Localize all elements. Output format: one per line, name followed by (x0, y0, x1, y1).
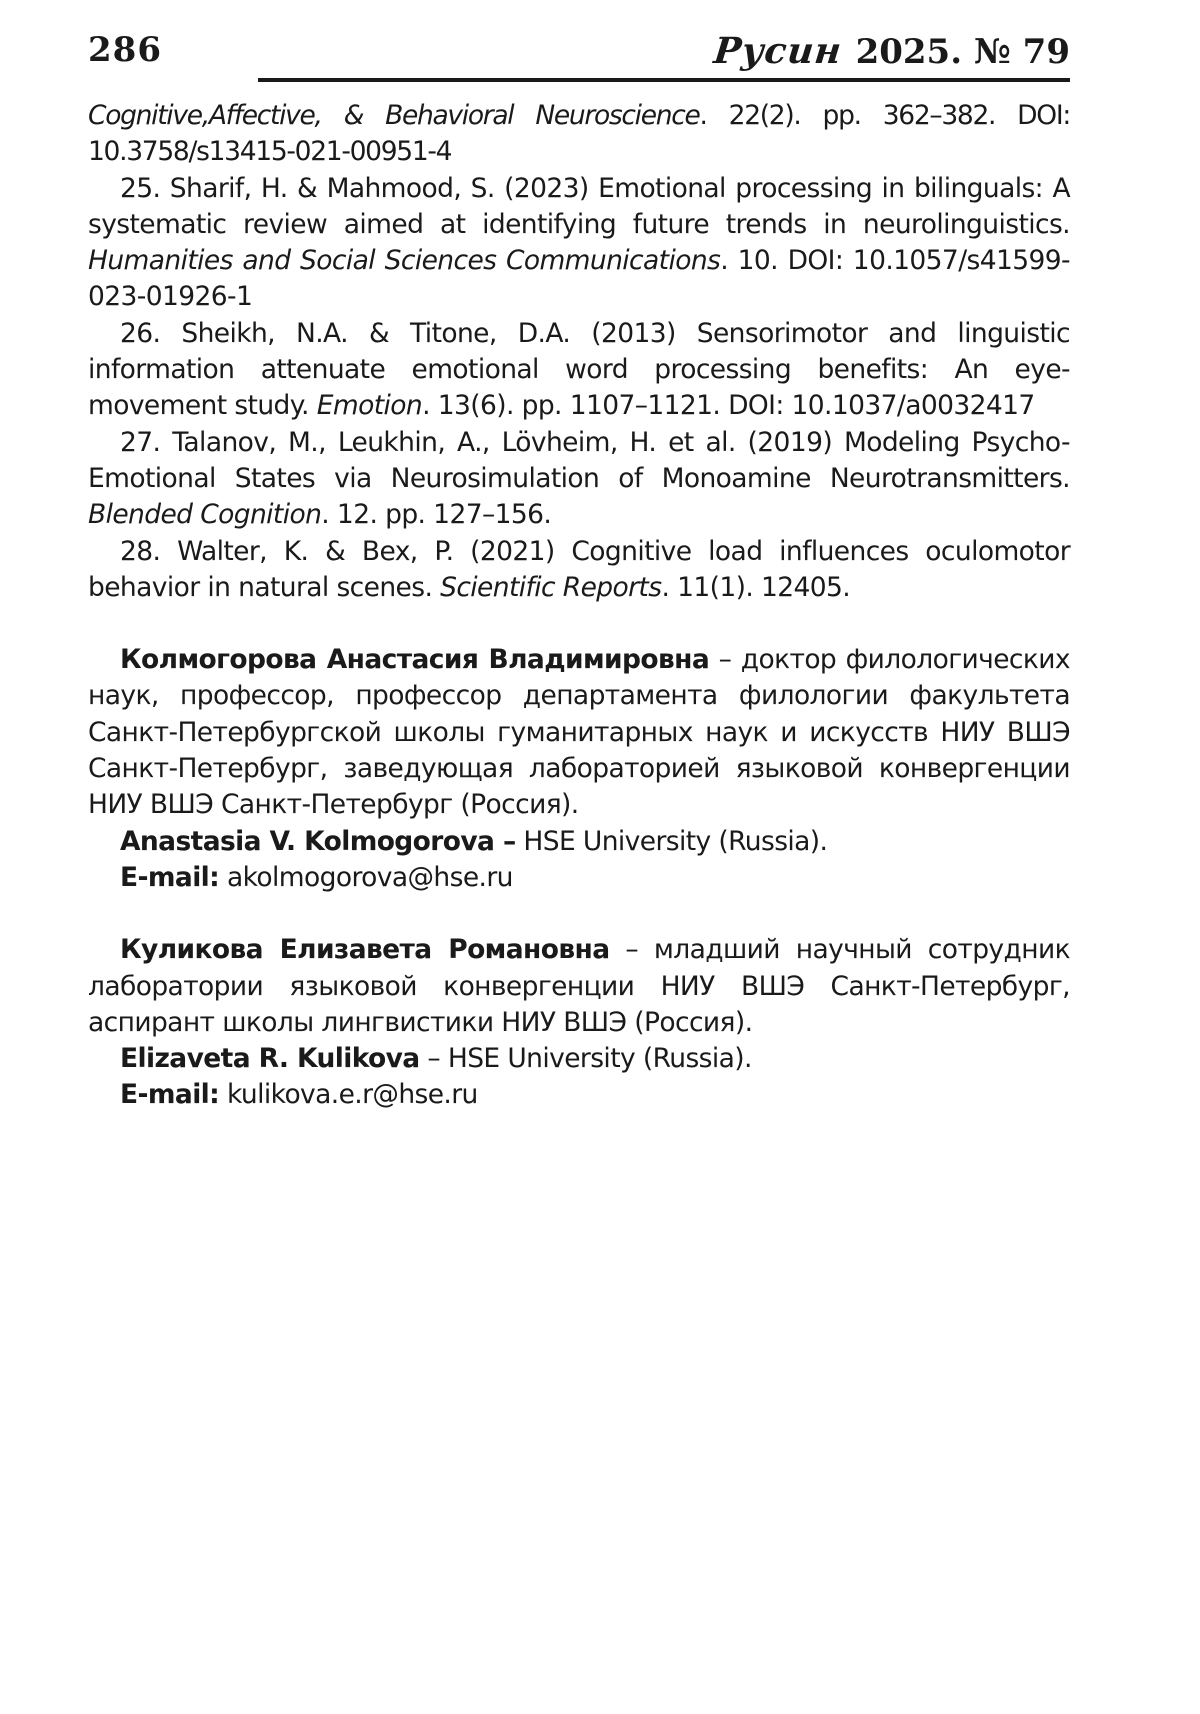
author-email-line (88, 860, 1070, 896)
reference-28 (88, 534, 1070, 607)
author-description-ru: – младший научный сотрудник лаборатории языковой конвергенции НИУ ВШЭ Санкт-Петербург, аспирант школы лингвистики НИУ ВШЭ (Россия). (88, 934, 1070, 1038)
author-email: kulikova.e.r@hse.ru (219, 1079, 478, 1111)
author-bio-ru (88, 642, 1070, 823)
reference-details: . 11(1). 12405. (661, 571, 851, 603)
journal-title (711, 30, 1070, 72)
author-email-line (88, 1077, 1070, 1113)
reference-journal: Blended Cognition (88, 499, 322, 531)
author-affiliation-en: HSE University (Russia). (515, 825, 828, 857)
author-name-ru: Куликова Елизавета Романовна (120, 934, 610, 966)
reference-journal: Cognitive,Affective, & Behavioral Neuroscience (88, 100, 700, 131)
page-body (88, 98, 1070, 1114)
reference-lead: 27. Talanov, M., Leukhin, A., Lövheim, H. et al. (2019) Modeling Psycho-Emotional States via Neurosimulation of Monoamine Neurotransmitters. (88, 426, 1070, 494)
reference-details: . 10. DOI: 10.1057/s41599-023-01926-1 (88, 245, 1070, 313)
journal-issue: 2025. № 79 (855, 32, 1070, 72)
page-number: 286 (88, 30, 162, 70)
section-gap (88, 896, 1070, 932)
reference-journal: Scientific Reports (440, 571, 662, 603)
section-gap (88, 606, 1070, 642)
reference-journal: Emotion (316, 390, 423, 422)
author-en-line (88, 824, 1070, 860)
author-description-ru: – доктор филологических наук, профессор, профессор департамента филологии факультета Санкт-Петербургской школы гуманитарных наук и искусств НИУ ВШЭ Санкт-Петербург, заведующая лабораторией языковой конвергенции НИУ ВШЭ Санкт-Петербург (Россия). (88, 644, 1070, 821)
reference-lead: 25. Sharif, H. & Mahmood, S. (2023) Emotional processing in bilinguals: A systematic review aimed at identifying future trends in neurolinguistics. (88, 172, 1070, 240)
reference-details: . 13(6). pp. 1107–1121. DOI: 10.1037/a0032417 (422, 390, 1035, 422)
reference-27 (88, 425, 1070, 534)
email-label: E-mail: (120, 1079, 220, 1111)
journal-logo: Русин (711, 30, 844, 72)
header-rule (258, 78, 1070, 82)
reference-journal: Humanities and Social Sciences Communications (88, 245, 721, 277)
running-header (88, 26, 1070, 78)
reference-details: . 22(2). pp. 362–382. DOI: 10.3758/s13415-021-00951-4 (88, 100, 1070, 168)
reference-25 (88, 171, 1070, 316)
author-en-line (88, 1041, 1070, 1077)
reference-lead: 28. Walter, K. & Bex, P. (2021) Cognitive load influences oculomotor behavior in natural scenes. (88, 535, 1070, 603)
reference-26 (88, 316, 1070, 425)
author-email: akolmogorova@hse.ru (219, 861, 513, 893)
author-affiliation-en: – HSE University (Russia). (419, 1043, 752, 1075)
author-name-en: Anastasia V. Kolmogorova – (120, 825, 516, 857)
author-name-en: Elizaveta R. Kulikova (120, 1043, 420, 1075)
author-bio-ru (88, 932, 1070, 1041)
author-name-ru: Колмогорова Анастасия Владимировна (120, 644, 710, 676)
email-label: E-mail: (120, 861, 220, 893)
reference-24-continuation (88, 98, 1070, 171)
reference-details: . 12. pp. 127–156. (321, 499, 552, 531)
reference-lead: 26. Sheikh, N.A. & Titone, D.A. (2013) Sensorimotor and linguistic information attenuate emotional word processing benefits: An eye-movement study. (88, 317, 1070, 422)
